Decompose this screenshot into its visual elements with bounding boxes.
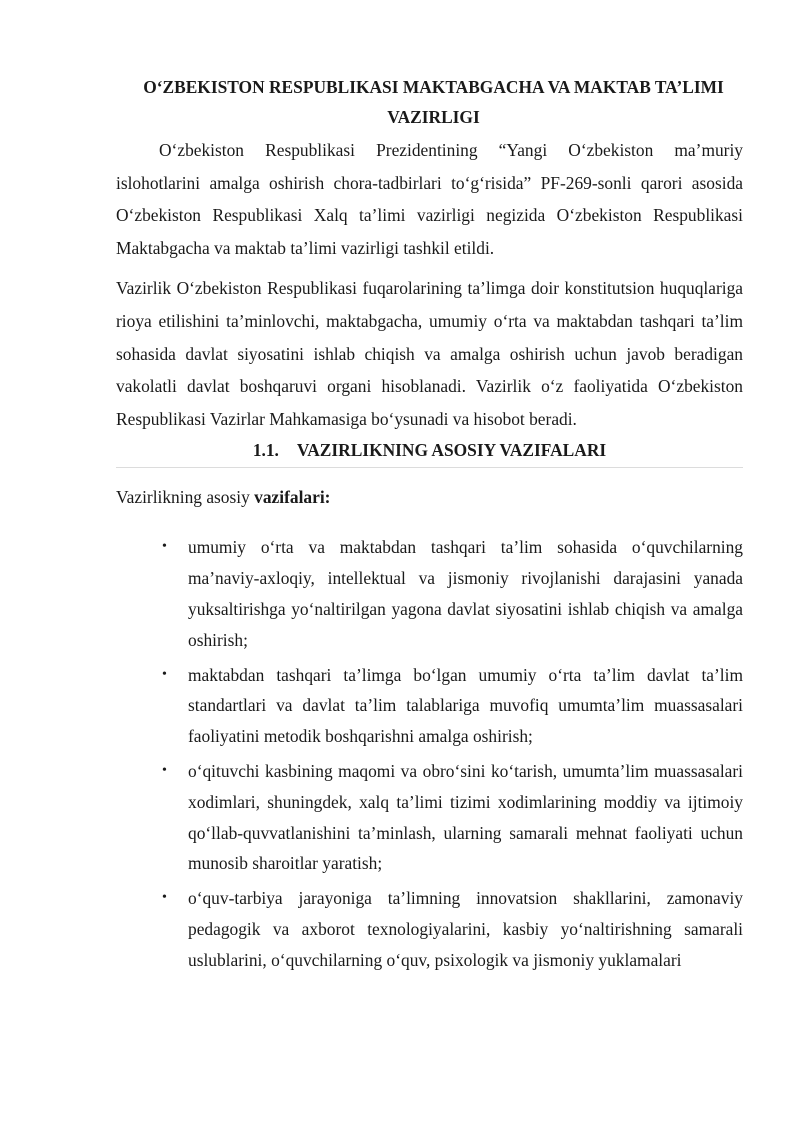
tasks-intro-bold: vazifalari: xyxy=(254,487,331,508)
list-item-text: o‘quv-tarbiya jarayoniga ta’limning innovatsion shakllarini, zamonaviy pedagogik va axborot texnologiyalarini, kasbiy yo‘naltirishning samarali uslublarini, o‘quvchilarning o‘quv, psixologik va jismoniy yuklamalari xyxy=(188,888,743,970)
tasks-list xyxy=(116,532,743,975)
paragraph-ministry-role: Vazirlik O‘zbekiston Respublikasi fuqarolarining ta’limga doir konstitutsion huquqlariga rioya etilishini ta’minlovchi, maktabgacha, umumiy o‘rta va maktabdan tashqari ta’lim sohasida davlat siyosatini ishlab chiqish va amalga oshirish uchun javob beradigan vakolatli davlat boshqaruvi organi hisoblanadi. Vazirlik o‘z faoliyatida O‘zbekiston Respublikasi Vazirlar Mahkamasiga bo‘ysunadi va hisobot beradi. xyxy=(116,278,743,429)
list-item-text: umumiy o‘rta va maktabdan tashqari ta’lim sohasida o‘quvchilarning ma’naviy-axloqiy, intellektual va jismoniy rivojlanishi darajasini yanada yuksaltirishga yo‘naltirilgan yagona davlat siyosatini ishlab chiqish va amalga oshirish; xyxy=(188,537,743,650)
section-number: 1.1. xyxy=(252,440,279,461)
list-item xyxy=(162,532,743,655)
list-item xyxy=(162,756,743,879)
bullet-icon: • xyxy=(162,666,167,682)
list-item-text: maktabdan tashqari ta’limga bo‘lgan umumiy o‘rta ta’lim davlat ta’lim standartlari va davlat ta’lim talablariga muvofiq umumta’lim muassasalari faoliyatini metodik boshqarishni amalga oshirish; xyxy=(188,664,743,747)
paragraph-establishment: O‘zbekiston Respublikasi Prezidentining “Yangi O‘zbekiston ma’muriy islohotlarini amalga oshirish chora-tadbirlari to‘g‘risida” PF-269-sonli qarori asosida O‘zbekiston Respublikasi Xalq ta’limi vazirligi negizida O‘zbekiston Respublikasi Maktabgacha va maktab ta’limi vazirligi tashkil etildi. xyxy=(116,140,743,258)
page-title: O‘ZBEKISTON RESPUBLIKASI MAKTABGACHA VA MAKTAB TA’LIMI VAZIRLIGI xyxy=(143,77,724,127)
tasks-intro-text: Vazirlikning asosiy xyxy=(116,487,250,508)
list-item xyxy=(162,883,743,975)
section-title: VAZIRLIKNING ASOSIY VAZIFALARI xyxy=(296,440,607,461)
tasks-intro xyxy=(116,482,743,512)
bullet-icon: • xyxy=(162,890,167,906)
bullet-icon: • xyxy=(162,762,167,778)
list-item xyxy=(162,660,743,752)
section-heading xyxy=(116,435,743,468)
bullet-icon: • xyxy=(162,539,167,555)
list-item-text: o‘qituvchi kasbining maqomi va obro‘sini ko‘tarish, umumta’lim muassasalari xodimlari, shuningdek, xalq ta’limi tizimi xodimlarining moddiy va ijtimoiy qo‘llab-quvvatlanishini ta’minlash, ularning samarali mehnat faoliyati uchun munosib sharoitlar yaratish; xyxy=(188,760,743,874)
